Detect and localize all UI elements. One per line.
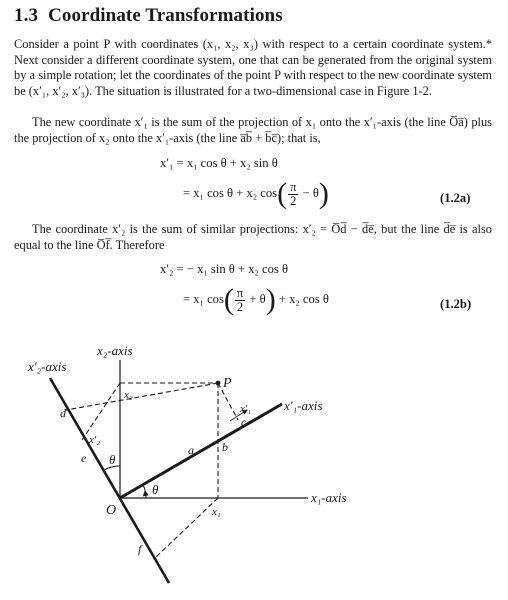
equation-1-2b-tag: (1.2b) <box>440 297 472 311</box>
dash-x2-to-e <box>82 383 120 440</box>
equation-1-2b-line1: x′₂ = − x₁ sin θ + x₂ cos θ <box>160 262 289 276</box>
theta-upper-label: θ <box>109 452 116 467</box>
point-a-label: a <box>188 443 194 457</box>
x1-axis-label: x₁-axis <box>311 490 347 505</box>
point-c-label: c <box>241 415 247 429</box>
eq-b-rhs-post: + x₂ cos θ <box>278 291 329 306</box>
eq-b-rhs-pre: = x₁ cos <box>183 291 224 306</box>
x2-on-axis-label: x₂ <box>124 389 133 401</box>
point-f-label: f <box>138 542 142 556</box>
x1-on-axis-label: x₁ <box>212 506 221 518</box>
equation-1-2b-line2: = x₁ cos( $\frac{\pi}{2}$ + θ) + x₂ cos θ <box>183 283 329 316</box>
equation-1-2a-line1: x′₁ = x₁ cos θ + x₂ sin θ <box>160 156 278 170</box>
dash-x1-to-f <box>155 498 218 558</box>
eq-b-rhs-mid: + θ <box>249 291 266 306</box>
x1p-axis-line <box>120 404 282 498</box>
equation-1-2a-tag: (1.2a) <box>440 191 471 205</box>
x2p-axis-label: x′₂-axis <box>28 359 67 374</box>
theta-lower-label: θ <box>152 482 159 497</box>
section-number: 1.3 <box>14 5 39 26</box>
intro-paragraph: Consider a point P with coordinates (x₁, x₂, x₃) with respect to a certain coordinate system.* Next consider a different coordinate system, one that can be generated from the original system by a simple rotation; let the coordinates of the point P with respect to the new coordinate system be (x′₁, x′₂, x′₃). The situation is illustrated for a two-dimensional case in Figure 1-2. <box>14 37 492 98</box>
x1p-axis-label: x′₁-axis <box>284 398 323 413</box>
eq-a-rhs-post: − θ <box>302 185 319 200</box>
x1p-segment-label: x′₁ <box>240 403 252 415</box>
x2-axis-label: x₂-axis <box>97 343 133 358</box>
point-d-label: d <box>60 406 66 420</box>
point-p-dot <box>216 381 221 386</box>
point-p-label: P <box>223 376 232 391</box>
point-e-label: e <box>81 451 87 465</box>
pi-over-two-fraction: $\frac{\pi}{2}$ <box>290 179 297 208</box>
section-title: Coordinate Transformations <box>48 5 283 26</box>
projection-paragraph: The new coordinate x′₁ is the sum of the projection of x₁ onto the x′₁-axis (the line O̅a̅) plus the projection of x₂ onto the x′₁-axis (the line a̅b̅ + b̅c̅); that is, <box>14 115 492 145</box>
point-b-label: b <box>222 440 228 454</box>
dash-p-to-d <box>66 383 218 410</box>
pi-over-two-fraction-b: $\frac{\pi}{2}$ <box>236 285 244 314</box>
second-projection-paragraph: The coordinate x′₂ is the sum of similar projections: x′₂ = O̅d̅ − d̅e̅, but the line d̅e̅ is also equal to the line O̅f̅. Therefore <box>14 222 492 252</box>
eq-a-rhs-pre: = x₁ cos θ + x₂ cos <box>183 185 278 200</box>
equation-1-2a-line2: = x₁ cos θ + x₂ cos( $\frac{\pi}{2}$ − θ) <box>183 177 329 210</box>
origin-label: O <box>106 503 117 518</box>
x2p-segment-label: x′₂ <box>89 434 101 446</box>
